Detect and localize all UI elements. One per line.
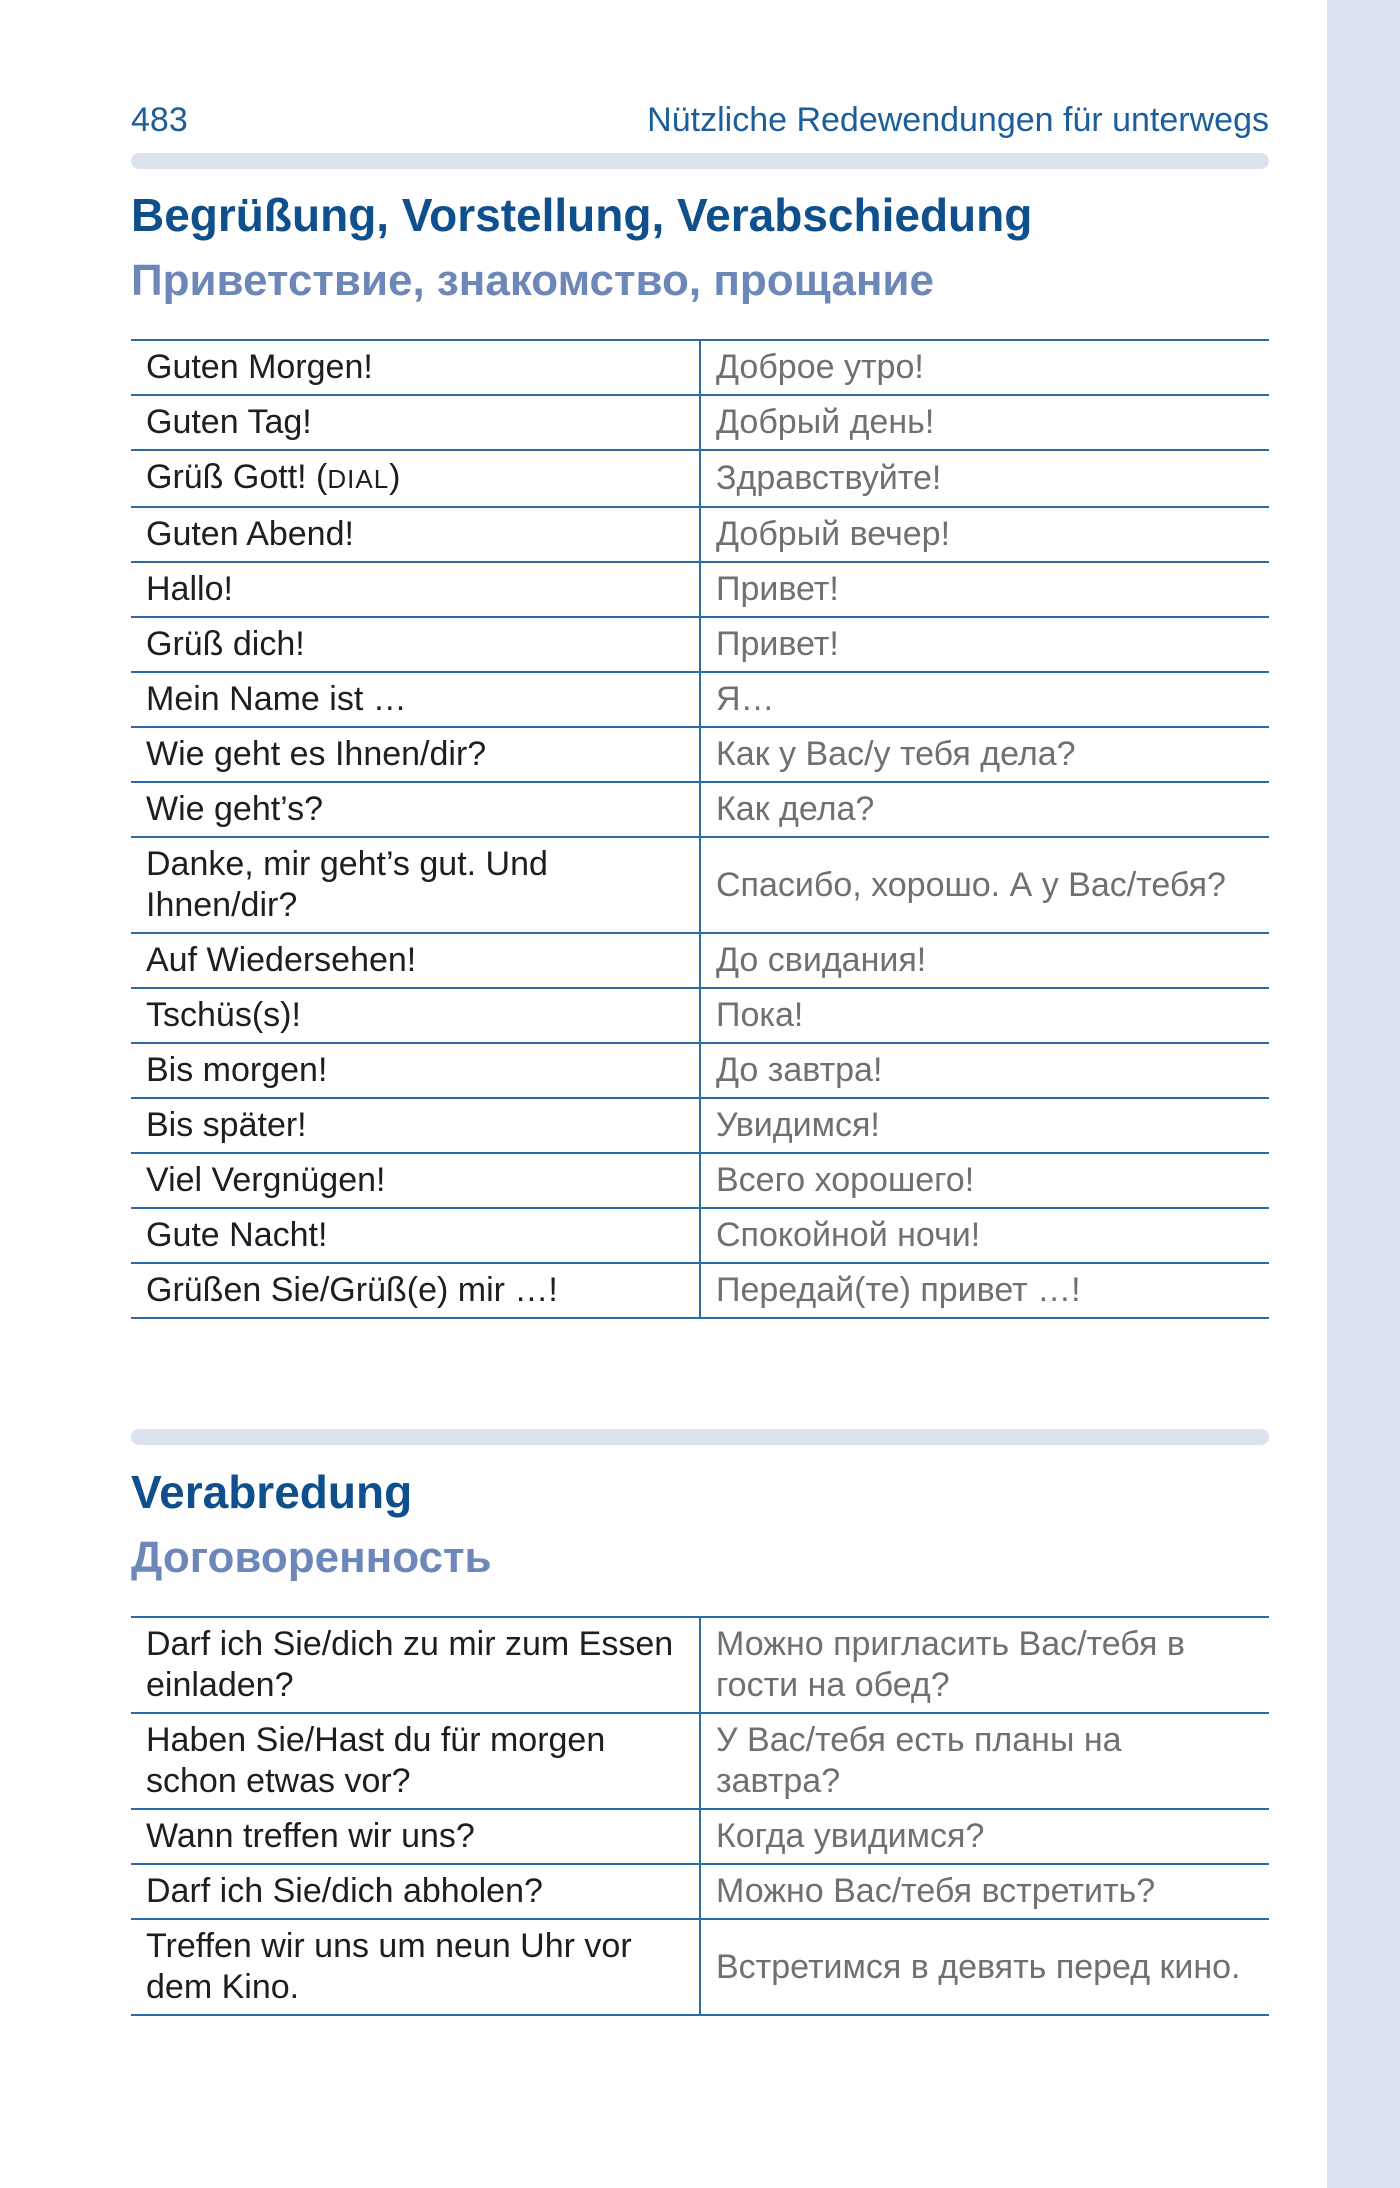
page-header bbox=[131, 96, 1269, 144]
phrase-german: Bis morgen! bbox=[131, 1043, 700, 1098]
page-number: 483 bbox=[131, 101, 188, 139]
phrase-russian: Доброе утро! bbox=[700, 340, 1269, 395]
table-row bbox=[131, 672, 1269, 727]
table-row bbox=[131, 988, 1269, 1043]
phrase-russian: Добрый день! bbox=[700, 395, 1269, 450]
table-row bbox=[131, 1098, 1269, 1153]
phrase-russian: Передай(те) привет …! bbox=[700, 1263, 1269, 1318]
phrase-table-greetings bbox=[131, 339, 1269, 1319]
table-row bbox=[131, 837, 1269, 933]
section-title-russian: Договоренность bbox=[131, 1533, 492, 1582]
phrase-german: Wie geht es Ihnen/dir? bbox=[131, 727, 700, 782]
table-row bbox=[131, 450, 1269, 507]
phrase-german bbox=[131, 450, 700, 507]
table-row bbox=[131, 617, 1269, 672]
phrase-german: Haben Sie/Hast du für morgen schon etwas vor? bbox=[131, 1713, 700, 1809]
table-row bbox=[131, 1919, 1269, 2015]
phrase-german-text: Grüß Gott! ( bbox=[146, 458, 328, 496]
phrase-german: Auf Wiedersehen! bbox=[131, 933, 700, 988]
phrase-russian: Можно Вас/тебя встретить? bbox=[700, 1864, 1269, 1919]
table-row bbox=[131, 782, 1269, 837]
phrase-russian: Привет! bbox=[700, 617, 1269, 672]
table-row bbox=[131, 340, 1269, 395]
phrase-german: Guten Abend! bbox=[131, 507, 700, 562]
table-row bbox=[131, 933, 1269, 988]
phrase-german: Gute Nacht! bbox=[131, 1208, 700, 1263]
phrase-german: Bis später! bbox=[131, 1098, 700, 1153]
phrase-russian: Пока! bbox=[700, 988, 1269, 1043]
phrase-german: Mein Name ist … bbox=[131, 672, 700, 727]
phrase-german: Viel Vergnügen! bbox=[131, 1153, 700, 1208]
phrase-russian: Спасибо, хорошо. А у Вас/тебя? bbox=[700, 837, 1269, 933]
phrase-german-text: ) bbox=[389, 458, 401, 496]
phrase-table-appointments bbox=[131, 1616, 1269, 2016]
table-row bbox=[131, 1153, 1269, 1208]
phrase-german: Wie geht’s? bbox=[131, 782, 700, 837]
phrase-german: Wann treffen wir uns? bbox=[131, 1809, 700, 1864]
phrase-german: Guten Morgen! bbox=[131, 340, 700, 395]
phrase-russian: Добрый вечер! bbox=[700, 507, 1269, 562]
table-row bbox=[131, 507, 1269, 562]
phrase-russian: У Вас/тебя есть планы на завтра? bbox=[700, 1713, 1269, 1809]
section-title-russian: Приветствие, знакомство, прощание bbox=[131, 256, 934, 305]
phrase-russian: Здравствуйте! bbox=[700, 450, 1269, 507]
phrase-german: Hallo! bbox=[131, 562, 700, 617]
phrase-russian: Спокойной ночи! bbox=[700, 1208, 1269, 1263]
running-title: Nützliche Redewendungen für unterwegs bbox=[647, 101, 1269, 139]
table-row bbox=[131, 1864, 1269, 1919]
phrase-russian: Как дела? bbox=[700, 782, 1269, 837]
table-row bbox=[131, 1208, 1269, 1263]
section-title-german: Begrüßung, Vorstellung, Verabschiedung bbox=[131, 189, 1033, 241]
phrase-russian: Увидимся! bbox=[700, 1098, 1269, 1153]
table-row bbox=[131, 727, 1269, 782]
dialect-label: DIAL bbox=[327, 464, 390, 494]
phrase-russian: Встретимся в девять перед кино. bbox=[700, 1919, 1269, 2015]
table-row bbox=[131, 562, 1269, 617]
phrase-russian: До свидания! bbox=[700, 933, 1269, 988]
page-edge-strip bbox=[1327, 0, 1400, 2188]
phrase-german: Danke, mir geht’s gut. Und Ihnen/dir? bbox=[131, 837, 700, 933]
section-divider-bar bbox=[131, 1429, 1269, 1445]
phrase-german: Darf ich Sie/dich zu mir zum Essen einladen? bbox=[131, 1617, 700, 1713]
phrase-russian: Можно пригласить Вас/тебя в гости на обед? bbox=[700, 1617, 1269, 1713]
table-row bbox=[131, 1809, 1269, 1864]
phrase-russian: Я… bbox=[700, 672, 1269, 727]
phrase-german: Grüß dich! bbox=[131, 617, 700, 672]
table-row bbox=[131, 1617, 1269, 1713]
table-row bbox=[131, 1713, 1269, 1809]
phrase-russian: Всего хорошего! bbox=[700, 1153, 1269, 1208]
phrase-russian: Привет! bbox=[700, 562, 1269, 617]
phrase-russian: Когда увидимся? bbox=[700, 1809, 1269, 1864]
table-row bbox=[131, 395, 1269, 450]
phrase-german: Darf ich Sie/dich abholen? bbox=[131, 1864, 700, 1919]
section-title-german: Verabredung bbox=[131, 1466, 413, 1518]
phrase-german: Treffen wir uns um neun Uhr vor dem Kino. bbox=[131, 1919, 700, 2015]
table-row bbox=[131, 1263, 1269, 1318]
phrase-russian: Как у Вас/у тебя дела? bbox=[700, 727, 1269, 782]
phrase-german: Guten Tag! bbox=[131, 395, 700, 450]
table-row bbox=[131, 1043, 1269, 1098]
phrase-german: Grüßen Sie/Grüß(e) mir …! bbox=[131, 1263, 700, 1318]
phrase-german: Tschüs(s)! bbox=[131, 988, 700, 1043]
section-divider-bar bbox=[131, 153, 1269, 169]
phrase-russian: До завтра! bbox=[700, 1043, 1269, 1098]
